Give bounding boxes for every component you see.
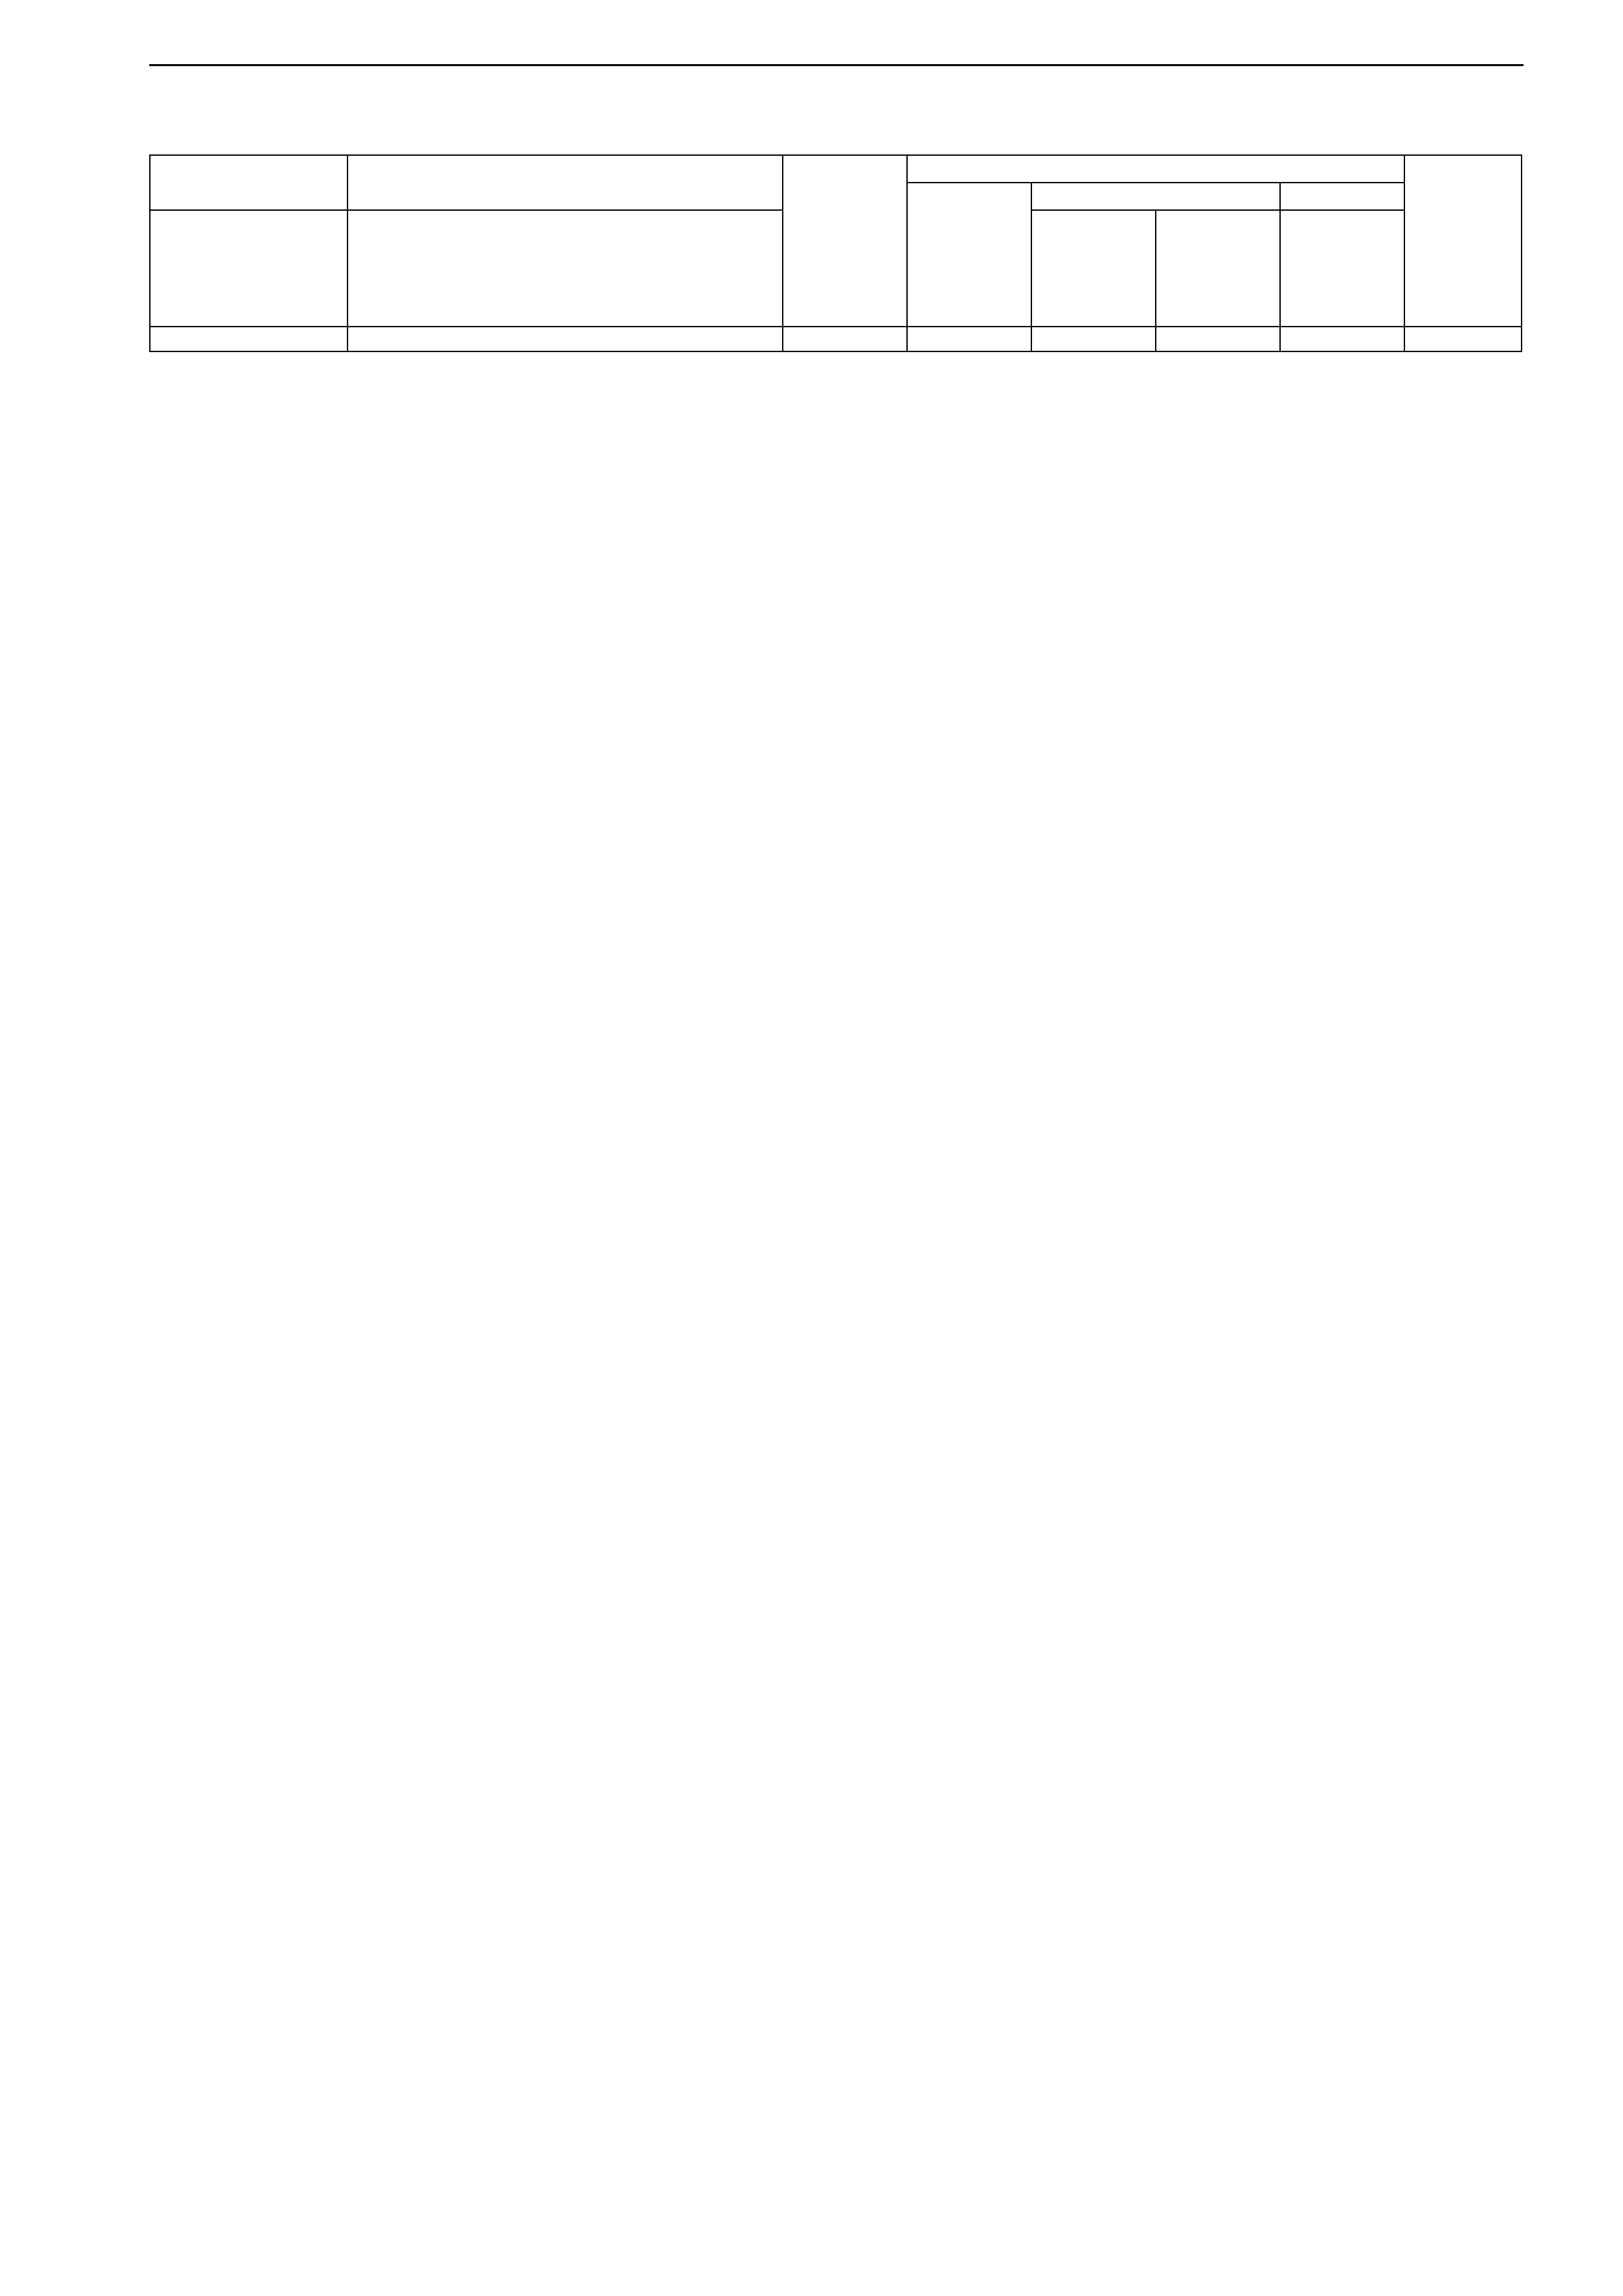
column-number [1280, 327, 1404, 351]
header-machines-total [1031, 210, 1156, 327]
header-rate-numbers [150, 155, 348, 210]
header-resource-name [348, 210, 783, 327]
header-including [907, 155, 1404, 183]
header-machines [1031, 183, 1280, 210]
column-number [907, 327, 1031, 351]
header-machinist-pay [1156, 210, 1280, 327]
header-work-name [348, 155, 783, 210]
header-direct-costs [783, 155, 907, 327]
column-number [1156, 327, 1280, 351]
header-labor-costs [1404, 155, 1522, 327]
column-number [1031, 327, 1156, 351]
header-resource-codes [150, 210, 348, 327]
column-number [1404, 327, 1522, 351]
column-number [150, 327, 348, 351]
column-number [783, 327, 907, 351]
column-number [348, 327, 783, 351]
running-header [149, 60, 1524, 66]
header-material-consumption [1280, 210, 1404, 327]
header-materials [1280, 183, 1404, 210]
header-workers-pay [907, 183, 1031, 327]
table-header [149, 154, 1522, 352]
